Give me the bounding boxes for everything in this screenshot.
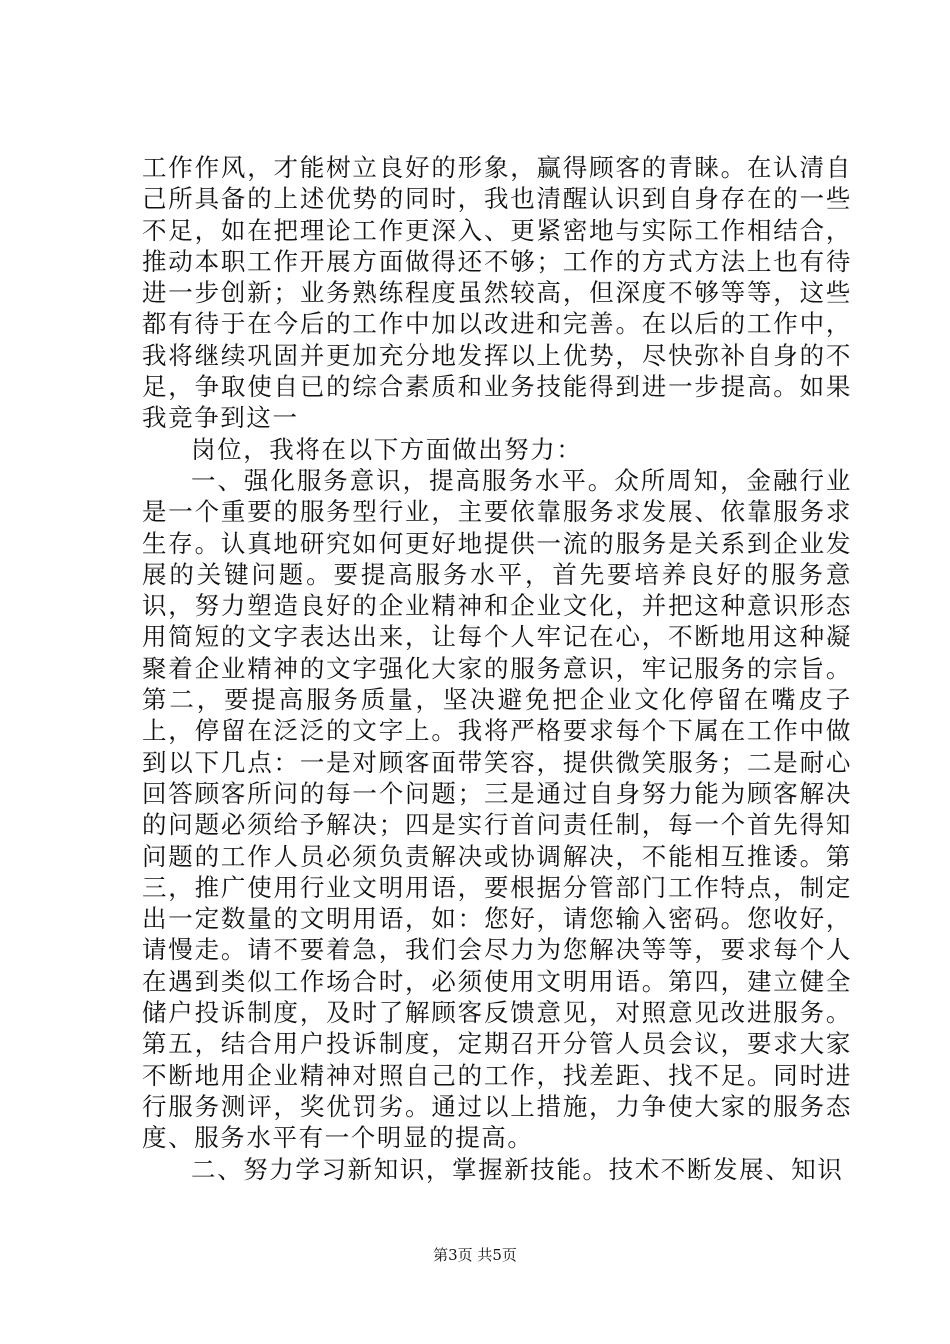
page-number-footer: 第3页 共5页 — [433, 1246, 517, 1264]
paragraph-position-intro: 岗位，我将在以下方面做出努力： — [191, 434, 583, 464]
paragraph-continuation: 工作作风，才能树立良好的形象，赢得顾客的青睐。在认清自己所具备的上述优势的同时，我也清醒认识到自身存在的一些不足，如在把理论工作更深入、更紧密地与实际工作相结合，推动本职工作开展方面做得还不够；工作的方式方法上也有待进一步创新；业务熟练程度虽然较高，但深度不够等等，这些都有待于在今后的工作中加以改进和完善。在以后的工作中，我将继续巩固并更加充分地发挥以上优势，尽快弥补自身的不足，争取使自已的综合素质和业务技能得到进一步提高。如果我竞争到这一 — [142, 153, 852, 433]
document-body — [142, 152, 852, 1185]
paragraph-learning-skills: 二、努力学习新知识，掌握新技能。技术不断发展、知识 — [191, 1154, 844, 1184]
paragraph-service-awareness: 一、强化服务意识，提高服务水平。众所周知，金融行业是一个重要的服务型行业，主要依靠服务求发展、依靠服务求生存。认真地研究如何更好地提供一流的服务是关系到企业发展的关键问题。要提高服务水平，首先要培养良好的服务意识，努力塑造良好的企业精神和企业文化，并把这种意识形态用简短的文字表达出来，让每个人牢记在心，不断地用这种凝聚着企业精神的文字强化大家的服务意识，牢记服务的宗旨。第二，要提高服务质量，坚决避免把企业文化停留在嘴皮子上，停留在泛泛的文字上。我将严格要求每个下属在工作中做到以下几点：一是对顾客面带笑容，提供微笑服务；二是耐心回答顾客所问的每一个问题；三是通过自身努力能为顾客解决的问题必须给予解决；四是实行首问责任制，每一个首先得知问题的工作人员必须负责解决或协调解决，不能相互推诿。第三，推广使用行业文明用语，要根据分管部门工作特点，制定出一定数量的文明用语，如：您好，请您输入密码。您收好，请慢走。请不要着急，我们会尽力为您解决等等，要求每个人在遇到类似工作场合时，必须使用文明用语。第四，建立健全储户投诉制度，及时了解顾客反馈意见，对照意见改进服务。第五，结合用户投诉制度，定期召开分管人员会议，要求大家不断地用企业精神对照自己的工作，找差距、找不足。同时进行服务测评，奖优罚劣。通过以上措施，力争使大家的服务态度、服务水平有一个明显的提高。 — [142, 465, 852, 1153]
